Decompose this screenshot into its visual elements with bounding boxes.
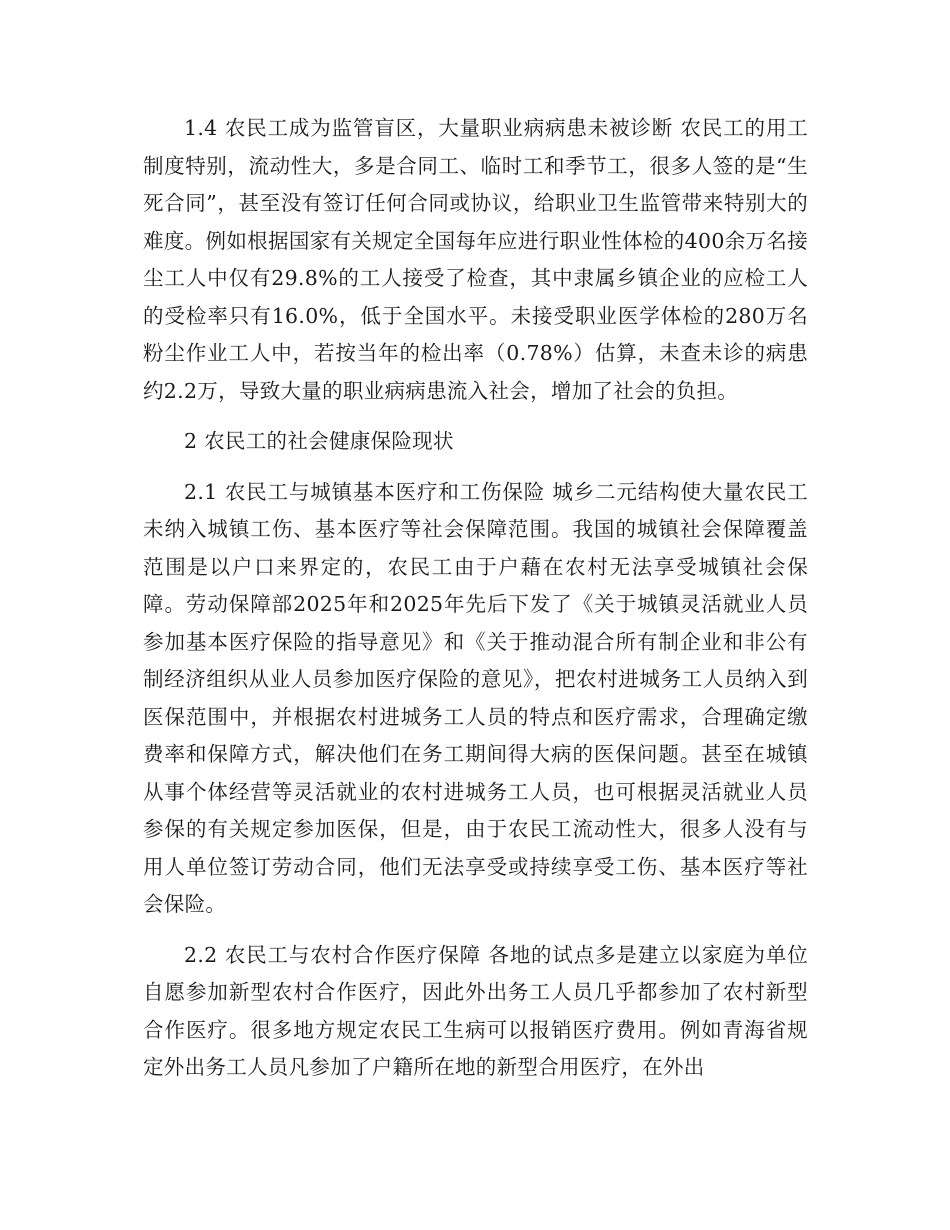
section-heading-2: 2 农民工的社会健康保险现状 <box>184 429 454 453</box>
paragraph-section-2-1: 2.1 农民工与城镇基本医疗和工伤保险 城乡二元结构使大量农民工未纳入城镇工伤、基本医疗等社会保障范围。我国的城镇社会保障覆盖范围是以户口来界定的，农民工由于户藉在农村无法享受城镇社会保障。劳动保障部2025年和2025年先后下发了《关于城镇灵活就业人员参加基本医疗保险的指导意见》和《关于推动混合所有制企业和非公有制经济组织从业人员参加医疗保险的意见》，把农村进城务工人员纳入到医保范围中，并根据农村进城务工人员的特点和医疗需求，合理确定缴费率和保障方式，解决他们在务工期间得大病的医保问题。甚至在城镇从事个体经营等灵活就业的农村进城务工人员，也可根据灵活就业人员参保的有关规定参加医保，但是，由于农民工流动性大，很多人没有与用人单位签订劳动合同，他们无法享受或持续享受工伤、基本医疗等社会保险。 <box>143 479 808 916</box>
paragraph-section-2-2: 2.2 农民工与农村合作医疗保障 各地的试点多是建立以家庭为单位自愿参加新型农村合作医疗，因此外出务工人员几乎都参加了农村新型合作医疗。很多地方规定农民工生病可以报销医疗费用。例如青海省规定外出务工人员凡参加了户籍所在地的新型合用医疗，在外出 <box>143 942 808 1079</box>
paragraph-section-1-4: 1.4 农民工成为监管盲区，大量职业病病患未被诊断 农民工的用工制度特别，流动性大，多是合同工、临时工和季节工，很多人签的是“生死合同”，甚至没有签订任何合同或协议，给职业卫生监管带来特别大的难度。例如根据国家有关规定全国每年应进行职业性体检的400余万名接尘工人中仅有29.8%的工人接受了检查，其中隶属乡镇企业的应检工人的受检率只有16.0%，低于全国水平。未接受职业医学体检的280万名粉尘作业工人中，若按当年的检出率（0.78%）估算，未查未诊的病患约2.2万，导致大量的职业病病患流入社会，增加了社会的负担。 <box>143 116 808 403</box>
document-page <box>143 110 808 1100</box>
